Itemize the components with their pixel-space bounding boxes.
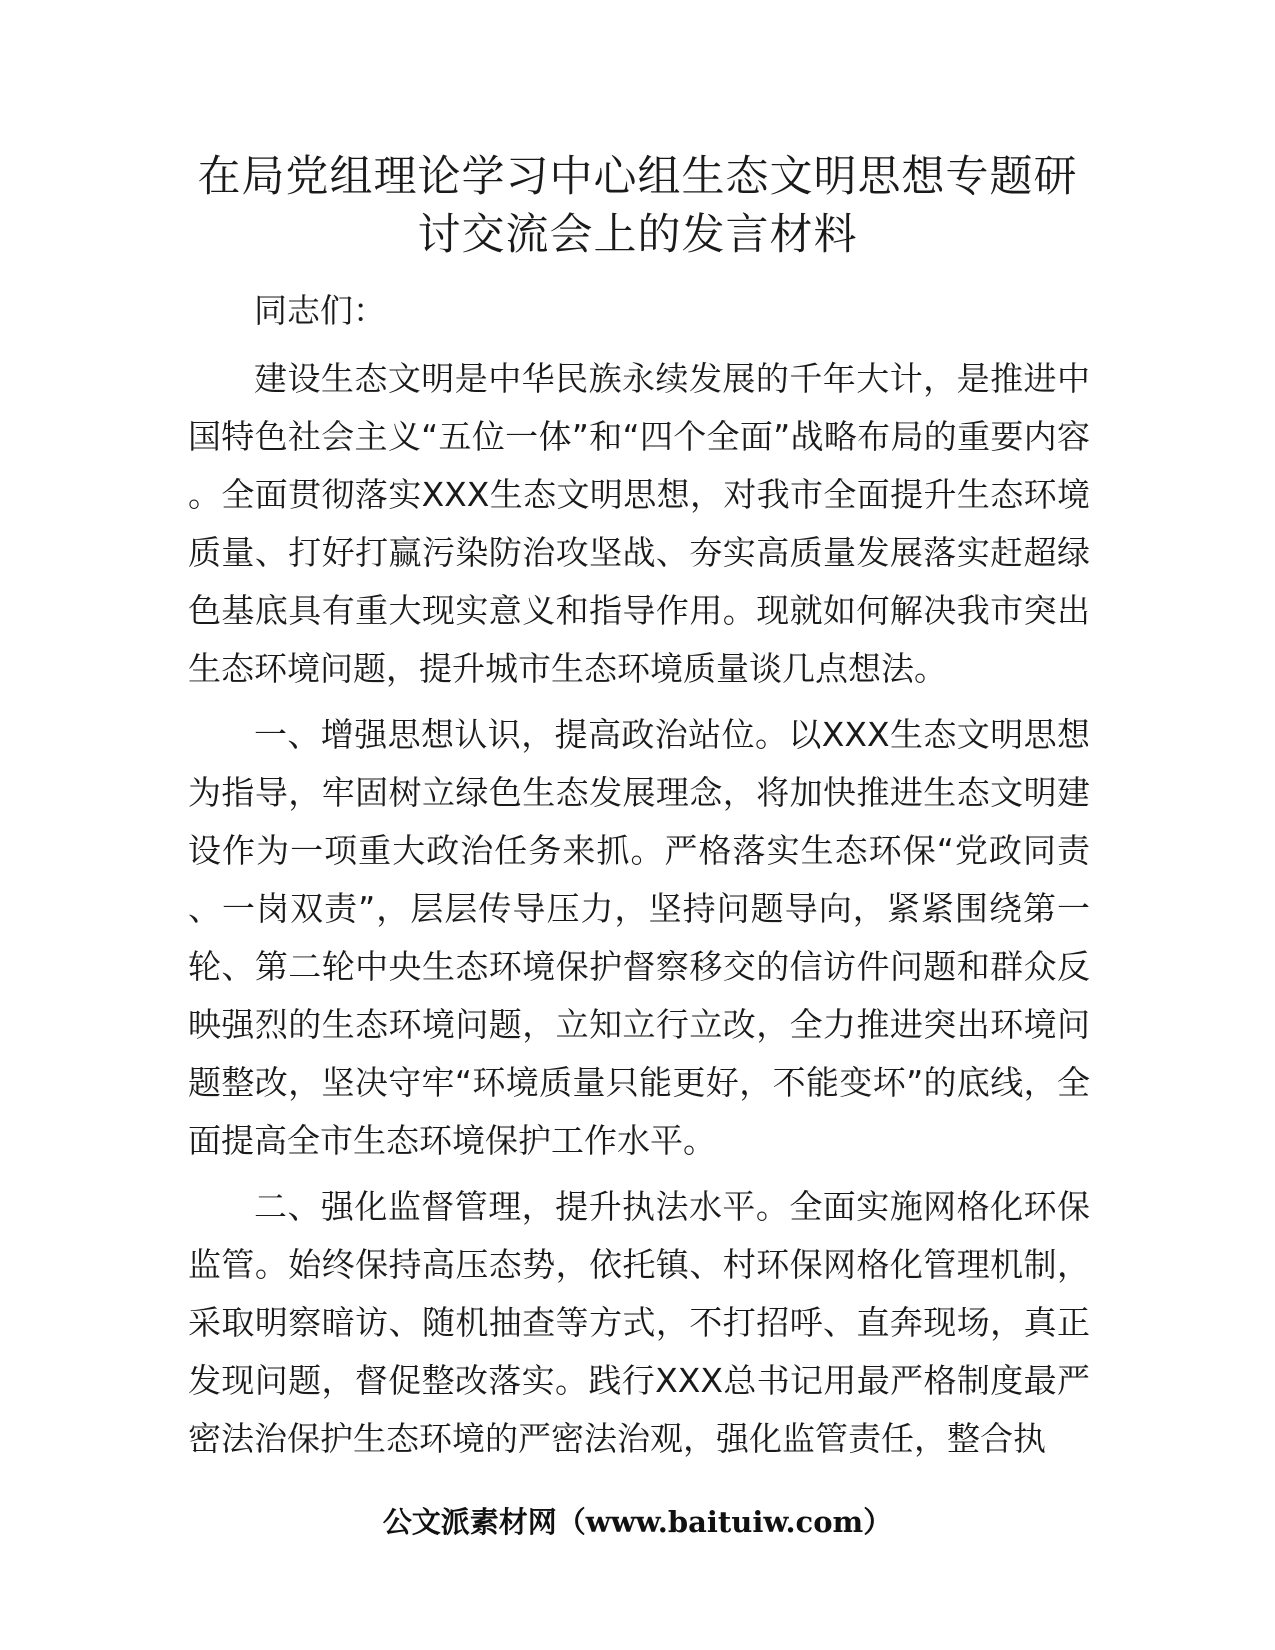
- title-line-1: 在局党组理论学习中心组生态文明思想专题研: [197, 152, 1078, 202]
- paragraph-section-2: 二、强化监督管理，提升执法水平。全面实施网格化环保监管。始终保持高压态势，依托镇、村环保网格化管理机制，采取明察暗访、随机抽查等方式，不打招呼、直奔现场，真正发现问题，督促整改落实。践行XXX总书记用最严格制度最严密法治保护生态环境的严密法治观，强化监管责任，整合执: [188, 1187, 1090, 1458]
- title-line-2: 讨交流会上的发言材料: [417, 210, 858, 260]
- greeting: 同志们：: [254, 291, 386, 330]
- footer-watermark: 公文派素材网（www.baituiw.com）: [382, 1505, 893, 1539]
- paragraph-intro: 建设生态文明是中华民族永续发展的千年大计，是推进中国特色社会主义“五位一体”和“四个全面”战略布局的重要内容。全面贯彻落实XXX生态文明思想，对我市全面提升生态环境质量、打好打赢污染防治攻坚战、夯实高质量发展落实赶超绿色基底具有重大现实意义和指导作用。现就如何解决我市突出生态环境问题，提升城市生态环境质量谈几点想法。: [188, 359, 1090, 688]
- document-body: [188, 282, 1090, 1476]
- document-title: [150, 148, 1125, 264]
- paragraph-section-1: 一、增强思想认识，提高政治站位。以XXX生态文明思想为指导，牢固树立绿色生态发展理念，将加快推进生态文明建设作为一项重大政治任务来抓。严格落实生态环保“党政同责、一岗双责”，层层传导压力，坚持问题导向，紧紧围绕第一轮、第二轮中央生态环境保护督察移交的信访件问题和群众反映强烈的生态环境问题，立知立行立改，全力推进突出环境问题整改，坚决守牢“环境质量只能更好，不能变坏”的底线，全面提高全市生态环境保护工作水平。: [188, 715, 1090, 1160]
